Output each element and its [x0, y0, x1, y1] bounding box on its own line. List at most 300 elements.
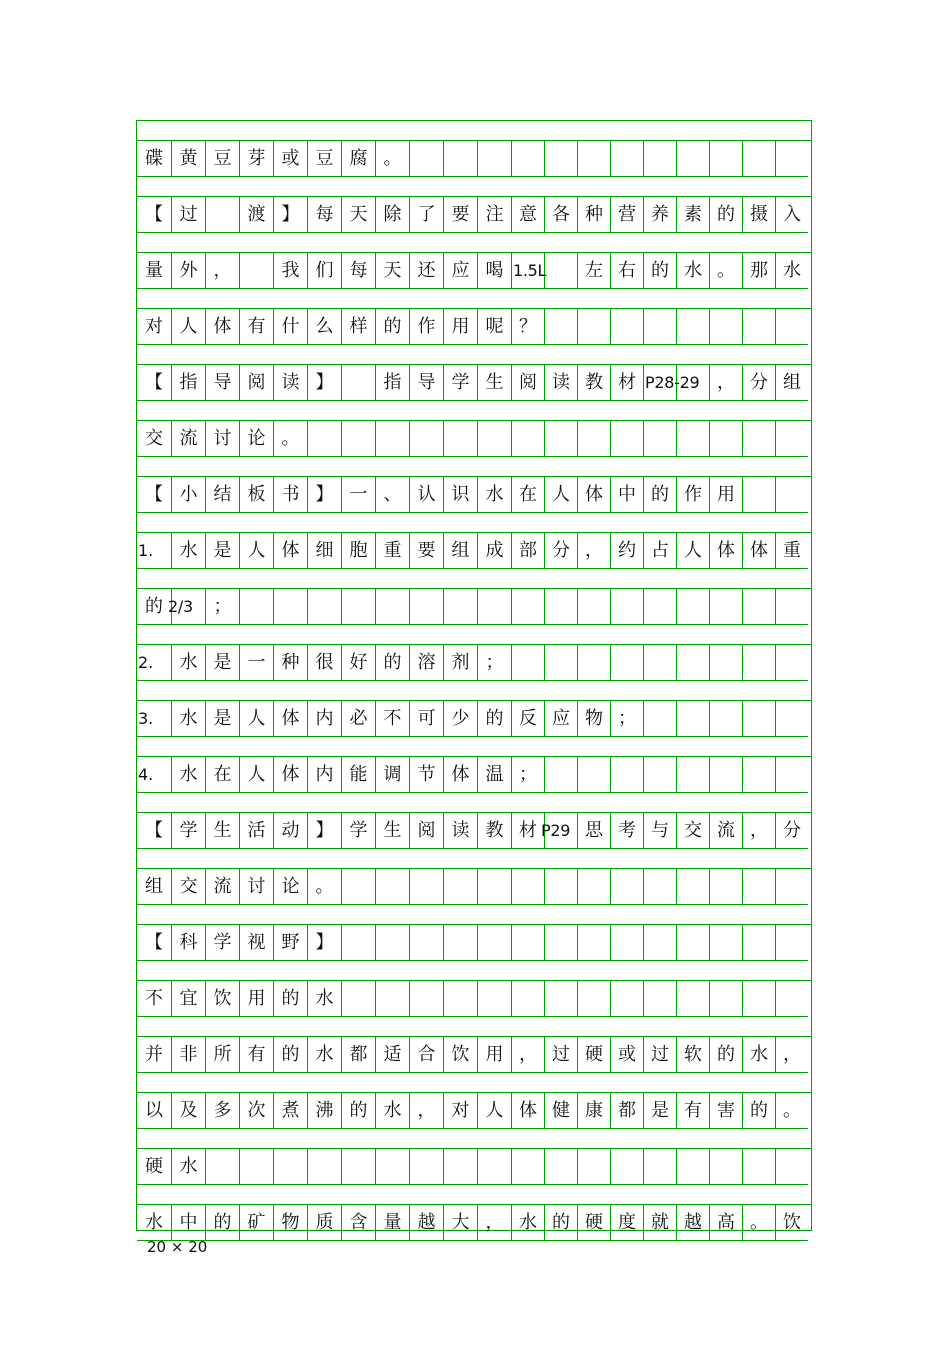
grid-cell	[676, 141, 709, 177]
row-spacer	[137, 905, 811, 925]
grid-cell	[307, 477, 341, 513]
cell-text: 豆	[315, 148, 334, 169]
cell-text: 【	[145, 484, 163, 505]
cell-text: 交	[145, 428, 163, 449]
grid-cell	[375, 869, 409, 905]
cell-text: 】	[315, 820, 334, 841]
grid-cell	[239, 645, 273, 681]
grid-cell	[137, 309, 171, 345]
grid-cell	[643, 589, 676, 625]
grid-cell	[643, 757, 676, 793]
grid-cell	[676, 589, 709, 625]
cell-text: ，	[750, 820, 768, 841]
grid-cell	[205, 477, 239, 513]
grid-cell	[477, 869, 511, 905]
grid-cell	[610, 701, 643, 737]
cell-text: 重	[383, 540, 402, 561]
grid-cell	[477, 477, 511, 513]
grid-cell	[544, 1093, 577, 1129]
grid-cell	[375, 1205, 409, 1241]
grid-cell	[676, 981, 709, 1017]
cell-text: 的	[750, 1100, 768, 1121]
grid-cell	[577, 1205, 610, 1241]
grid-cell	[610, 1093, 643, 1129]
grid-cell	[742, 477, 775, 513]
cell-text: 作	[684, 484, 702, 505]
cell-text: 分	[783, 820, 801, 841]
cell-text: 饮	[783, 1212, 801, 1233]
row-spacer	[137, 457, 811, 477]
grid-cell	[171, 813, 205, 849]
grid-cell	[205, 813, 239, 849]
row-spacer	[137, 1185, 811, 1205]
cell-text: 含	[349, 1212, 368, 1233]
grid-cell	[676, 701, 709, 737]
grid-cell	[676, 309, 709, 345]
grid-cell	[239, 533, 273, 569]
cell-text: 组	[451, 540, 470, 561]
cell-text: 人	[684, 540, 702, 561]
cell-text: 作	[417, 316, 436, 337]
grid-cell	[775, 477, 808, 513]
grid-cell	[307, 1037, 341, 1073]
grid-cell	[375, 365, 409, 401]
grid-cell	[409, 813, 443, 849]
cell-text: 内	[315, 764, 334, 785]
grid-cell	[443, 141, 477, 177]
grid-cell	[205, 533, 239, 569]
grid-cell	[709, 757, 742, 793]
cell-text: 天	[383, 260, 402, 281]
cell-text: 人	[552, 484, 570, 505]
grid-cell	[544, 533, 577, 569]
cell-text: 野	[281, 932, 300, 953]
grid-cell	[443, 1093, 477, 1129]
grid-cell	[239, 1149, 273, 1185]
cell-text: 体	[451, 764, 470, 785]
cell-text: 【	[145, 932, 163, 953]
cell-text: 讨	[247, 876, 266, 897]
grid-cell	[341, 757, 375, 793]
cell-text: 种	[585, 204, 603, 225]
cell-text: 各	[552, 204, 570, 225]
grid-cell	[273, 757, 307, 793]
grid-cell	[375, 1093, 409, 1129]
cell-text: 】	[281, 204, 300, 225]
grid-cell	[443, 589, 477, 625]
grid-cell	[610, 533, 643, 569]
grid-cell	[577, 869, 610, 905]
cell-text: 交	[684, 820, 702, 841]
grid-cell	[137, 1205, 171, 1241]
cell-text: 还	[417, 260, 436, 281]
cell-text: 的	[552, 1212, 570, 1233]
cell-text: 与	[651, 820, 669, 841]
cell-text: 温	[485, 764, 504, 785]
grid-cell	[205, 645, 239, 681]
grid-cell	[307, 141, 341, 177]
cell-text: 材	[519, 820, 537, 841]
cell-text: ，	[585, 540, 603, 561]
row-spacer	[137, 513, 811, 533]
grid-cell	[775, 421, 808, 457]
grid-cell	[307, 981, 341, 1017]
grid-cell	[171, 421, 205, 457]
grid-cell	[709, 533, 742, 569]
grid-cell	[239, 365, 273, 401]
grid-cell	[273, 589, 307, 625]
grid-row	[137, 253, 811, 289]
cell-text: 了	[417, 204, 436, 225]
cell-text: 非	[179, 1044, 198, 1065]
grid-cell	[610, 757, 643, 793]
cell-text: 次	[247, 1100, 266, 1121]
grid-cell	[205, 1149, 239, 1185]
cell-text: 物	[281, 1212, 300, 1233]
cell-text: 反	[519, 708, 537, 729]
grid-cell	[137, 701, 171, 737]
row-spacer	[137, 961, 811, 981]
grid-cell	[643, 141, 676, 177]
grid-row	[137, 197, 811, 233]
grid-cell	[477, 197, 511, 233]
grid-cell	[676, 197, 709, 233]
cell-text: 煮	[281, 1100, 300, 1121]
grid-cell	[577, 253, 610, 289]
grid-cell	[511, 197, 544, 233]
row-spacer	[137, 177, 811, 197]
grid-cell	[643, 533, 676, 569]
cell-text: 及	[179, 1100, 198, 1121]
grid-cell	[239, 813, 273, 849]
grid-cell	[409, 1037, 443, 1073]
cell-text: 要	[417, 540, 436, 561]
grid-cell	[544, 1149, 577, 1185]
cell-text: 阅	[247, 372, 266, 393]
cell-text: 的	[145, 596, 163, 617]
grid-cell	[709, 253, 742, 289]
grid-cell	[171, 1149, 205, 1185]
grid-cell	[443, 1205, 477, 1241]
grid-cell	[742, 813, 775, 849]
grid-cell	[137, 141, 171, 177]
grid-cell	[610, 589, 643, 625]
cell-text: 矿	[247, 1212, 266, 1233]
grid-cell	[610, 813, 643, 849]
grid-cell	[205, 1205, 239, 1241]
grid-cell	[610, 253, 643, 289]
grid-cell	[375, 533, 409, 569]
cell-text: 水	[179, 652, 198, 673]
cell-text: 细	[315, 540, 334, 561]
grid-cell	[544, 1037, 577, 1073]
grid-cell	[676, 645, 709, 681]
grid-cell	[676, 421, 709, 457]
grid-cell	[239, 421, 273, 457]
grid-cell	[307, 1093, 341, 1129]
grid-cell	[137, 645, 171, 681]
cell-text: 1.5L	[513, 261, 547, 280]
cell-text: 水	[783, 260, 801, 281]
grid-cell	[137, 1037, 171, 1073]
cell-text: 分	[552, 540, 570, 561]
cell-text: 体	[281, 708, 300, 729]
cell-text: 水	[179, 1156, 198, 1177]
cell-text: 或	[618, 1044, 636, 1065]
cell-text: 成	[485, 540, 504, 561]
cell-text: 越	[684, 1212, 702, 1233]
grid-cell	[273, 1037, 307, 1073]
row-spacer	[137, 345, 811, 365]
grid-cell	[676, 477, 709, 513]
grid-cell	[239, 477, 273, 513]
grid-cell	[137, 533, 171, 569]
cell-text: 体	[585, 484, 603, 505]
grid-cell	[239, 869, 273, 905]
grid-cell	[341, 1205, 375, 1241]
grid-cell	[205, 981, 239, 1017]
cell-text: 种	[281, 652, 300, 673]
cell-text: 天	[349, 204, 368, 225]
cell-text: 大	[451, 1212, 470, 1233]
grid-cell	[610, 869, 643, 905]
grid-cell	[137, 477, 171, 513]
grid-cell	[775, 813, 808, 849]
grid-cell	[544, 309, 577, 345]
cell-text: 论	[247, 428, 266, 449]
grid-cell	[742, 1037, 775, 1073]
cell-text: 1.	[138, 541, 154, 560]
cell-text: 除	[383, 204, 402, 225]
cell-text: 水	[485, 484, 504, 505]
grid-cell	[742, 701, 775, 737]
cell-text: 认	[417, 484, 436, 505]
cell-text: 多	[213, 1100, 232, 1121]
cell-text: 部	[519, 540, 537, 561]
grid-cell	[137, 1149, 171, 1185]
cell-text: 的	[651, 260, 669, 281]
grid-cell	[577, 925, 610, 961]
grid-cell	[544, 1205, 577, 1241]
grid-cell	[443, 477, 477, 513]
grid-cell	[171, 701, 205, 737]
grid-cell	[709, 981, 742, 1017]
cell-text: 导	[417, 372, 436, 393]
grid-cell	[544, 197, 577, 233]
cell-text: 养	[651, 204, 669, 225]
cell-text: 组	[783, 372, 801, 393]
row-spacer	[137, 1129, 811, 1149]
grid-cell	[610, 1037, 643, 1073]
cell-text: 流	[717, 820, 735, 841]
grid-cell	[511, 1205, 544, 1241]
cell-text: 康	[585, 1100, 603, 1121]
cell-text: 2/3	[168, 597, 193, 616]
grid-cell	[273, 309, 307, 345]
cell-text: ；	[519, 764, 537, 785]
cell-text: 左	[585, 260, 603, 281]
grid-cell	[541, 813, 577, 849]
cell-text: 过	[179, 204, 198, 225]
grid-row	[137, 813, 811, 849]
grid-cell	[676, 813, 709, 849]
cell-text: 硬	[585, 1212, 603, 1233]
cell-text: 学	[179, 820, 198, 841]
grid-cell	[477, 981, 511, 1017]
grid-cell	[775, 981, 808, 1017]
grid-cell	[742, 589, 775, 625]
grid-cell	[341, 645, 375, 681]
grid-cell	[577, 813, 610, 849]
grid-cell	[171, 141, 205, 177]
grid-cell	[205, 141, 239, 177]
grid-cell	[477, 1149, 511, 1185]
cell-text: 占	[651, 540, 669, 561]
grid-cell	[610, 981, 643, 1017]
grid-cell	[477, 1037, 511, 1073]
cell-text: 【	[145, 372, 163, 393]
grid-cell	[544, 589, 577, 625]
grid-cell	[643, 1037, 676, 1073]
cell-text: 水	[519, 1212, 537, 1233]
cell-text: 用	[451, 316, 470, 337]
grid-cell	[709, 869, 742, 905]
cell-text: 软	[684, 1044, 702, 1065]
cell-text: 入	[783, 204, 801, 225]
cell-text: 是	[213, 652, 232, 673]
cell-text: 生	[383, 820, 402, 841]
grid-cell	[137, 421, 171, 457]
cell-text: 有	[247, 1044, 266, 1065]
grid-cell	[511, 925, 544, 961]
grid-cell	[375, 925, 409, 961]
grid-cell	[511, 1149, 544, 1185]
cell-text: 人	[179, 316, 198, 337]
cell-text: 内	[315, 708, 334, 729]
grid-cell	[643, 421, 676, 457]
grid-cell	[171, 869, 205, 905]
grid-cell	[577, 309, 610, 345]
grid-cell	[775, 925, 808, 961]
grid-cell	[477, 589, 511, 625]
cell-text: 很	[315, 652, 334, 673]
grid-cell	[643, 925, 676, 961]
grid-cell	[709, 421, 742, 457]
cell-text: 板	[247, 484, 266, 505]
grid-cell	[443, 813, 477, 849]
grid-cell	[239, 981, 273, 1017]
cell-text: 过	[552, 1044, 570, 1065]
grid-cell	[307, 589, 341, 625]
row-spacer	[137, 233, 811, 253]
grid-cell	[477, 645, 511, 681]
grid-cell	[577, 1093, 610, 1129]
cell-text: 意	[519, 204, 537, 225]
grid-cell	[307, 365, 341, 401]
grid-cell	[273, 197, 307, 233]
grid-cell	[273, 477, 307, 513]
cell-text: 读	[451, 820, 470, 841]
cell-text: 科	[179, 932, 198, 953]
cell-text: 不	[145, 988, 163, 1009]
grid-cell	[409, 421, 443, 457]
grid-cell	[137, 197, 171, 233]
cell-text: 材	[618, 372, 636, 393]
cell-text: 注	[485, 204, 504, 225]
grid-cell	[171, 1093, 205, 1129]
grid-row	[137, 309, 811, 345]
grid-cell	[577, 477, 610, 513]
grid-cell	[409, 1093, 443, 1129]
grid-cell	[775, 197, 808, 233]
cell-text: 越	[417, 1212, 436, 1233]
grid-cell	[511, 701, 544, 737]
grid-cell	[577, 757, 610, 793]
grid-cell	[709, 925, 742, 961]
grid-cell	[307, 309, 341, 345]
grid-cell	[409, 925, 443, 961]
grid-cell	[307, 253, 341, 289]
grid-cell	[171, 253, 205, 289]
grid-row	[137, 701, 811, 737]
cell-text: 体	[281, 540, 300, 561]
grid-cell	[610, 925, 643, 961]
cell-text: 的	[717, 204, 735, 225]
cell-text: 视	[247, 932, 266, 953]
grid-cell	[239, 197, 273, 233]
cell-text: 。	[750, 1212, 768, 1233]
cell-text: 摄	[750, 204, 768, 225]
cell-text: 沸	[315, 1100, 334, 1121]
cell-text: ，	[213, 260, 232, 281]
grid-cell	[742, 197, 775, 233]
cell-text: ；	[485, 652, 504, 673]
grid-cell	[171, 1205, 205, 1241]
cell-text: 高	[717, 1212, 735, 1233]
cell-text: 人	[247, 764, 266, 785]
cell-text: 素	[684, 204, 702, 225]
cell-text: 】	[315, 932, 334, 953]
cell-text: 胞	[349, 540, 368, 561]
row-spacer	[137, 681, 811, 701]
cell-text: 。	[717, 260, 735, 281]
cell-text: 结	[213, 484, 232, 505]
grid-cell	[273, 869, 307, 905]
grid-cell	[577, 197, 610, 233]
row-spacer	[137, 289, 811, 309]
grid-cell	[643, 869, 676, 905]
cell-text: 硬	[145, 1156, 163, 1177]
cell-text: 的	[485, 708, 504, 729]
grid-cell	[409, 645, 443, 681]
grid-cell	[341, 1149, 375, 1185]
grid-cell	[341, 141, 375, 177]
cell-text: 4.	[138, 765, 154, 784]
cell-text: 学	[451, 372, 470, 393]
cell-text: 水	[179, 764, 198, 785]
grid-cell	[511, 869, 544, 905]
grid-cell	[775, 1149, 808, 1185]
cell-text: 每	[315, 204, 334, 225]
cell-text: 水	[315, 1044, 334, 1065]
grid-cell	[443, 757, 477, 793]
cell-text: 的	[213, 1212, 232, 1233]
grid-cell	[307, 533, 341, 569]
cell-text: 流	[179, 428, 198, 449]
cell-text: 、	[383, 484, 402, 505]
cell-text: 黄	[179, 148, 198, 169]
grid-cell	[409, 197, 443, 233]
